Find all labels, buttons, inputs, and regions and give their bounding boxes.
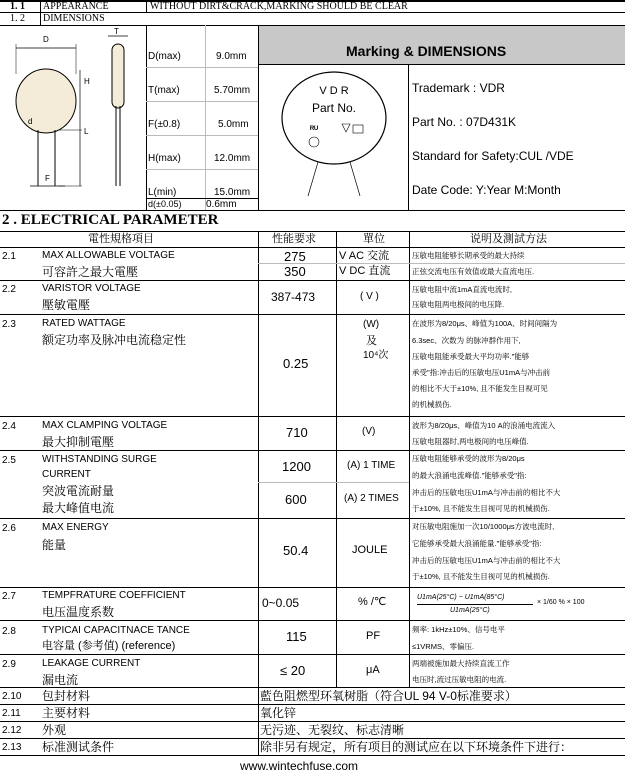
- param-name-en: MAX CLAMPING VOLTAGE: [42, 420, 168, 431]
- ul-mark-icon: ᴿᵁ: [310, 124, 319, 134]
- disc-text-2: Part No.: [311, 101, 357, 115]
- param-desc: 6.3sec、次数为 的脉冲群作用下,: [412, 336, 521, 345]
- param-value: 50.4: [283, 543, 309, 558]
- divider: [0, 654, 625, 655]
- website-link[interactable]: www.wintechfuse.com: [240, 759, 359, 773]
- dim-label-d: D: [43, 35, 49, 44]
- divider: [0, 210, 625, 211]
- dim-label-l: L: [84, 127, 89, 136]
- row-label: APPEARANCE: [43, 1, 109, 12]
- param-desc: 的相比不大于±10%, 且不能发生目视可见: [412, 384, 548, 393]
- param-name-en: VARISTOR VOLTAGE: [42, 283, 141, 294]
- footer-value: 藍色阻燃型环氧树脂（符合UL 94 V-0标准要求）: [260, 689, 517, 703]
- dim-value: 0.6mm: [206, 199, 237, 210]
- param-desc: 的最大浪涌电流峰值."能够承受"指:: [412, 471, 527, 480]
- section-title: 2 . ELECTRICAL PARAMETER: [2, 212, 219, 228]
- dim-value: 5.70mm: [214, 85, 251, 96]
- footer-num: 2.13: [2, 742, 22, 753]
- param-desc: 频率: 1kHz±10%、信号电平: [412, 625, 505, 634]
- param-desc: 波形为8/20μs、峰值为10 A的浪涌电流流入: [412, 421, 556, 430]
- param-desc: 压敏电阻能承受最大平均功率."能够: [412, 352, 530, 361]
- param-name-en: CURRENT: [42, 469, 91, 480]
- param-unit: ( V ): [360, 291, 379, 302]
- param-name-cn: 最大抑制電壓: [42, 435, 115, 449]
- footer-num: 2.11: [2, 708, 21, 719]
- divider: [0, 587, 625, 588]
- param-num: 2.8: [2, 626, 16, 637]
- param-value: 275: [284, 249, 306, 264]
- row-label: DIMENSIONS: [43, 13, 105, 24]
- footer-value: 氧化锌: [260, 706, 297, 720]
- param-unit: V AC 交流: [339, 250, 390, 262]
- param-name-en: TYPICAI CAPACITNACE TANCE: [42, 625, 190, 636]
- divider: [146, 0, 147, 13]
- divider: [146, 25, 147, 210]
- param-unit: JOULE: [352, 544, 388, 556]
- param-desc: 冲击后的压敏电压U1mA与冲击前的相比不大: [412, 556, 561, 565]
- formula-denominator: U1mA(25°C): [450, 607, 490, 614]
- param-desc: 于±10%, 且不能发生目视可见的机械损伤.: [412, 504, 550, 513]
- param-name-cn: 漏电流: [42, 673, 79, 687]
- footer-num: 2.10: [2, 691, 22, 702]
- divider: [146, 67, 258, 68]
- formula-numerator: U1mA(25°C) − U1mA(85°C): [417, 594, 505, 601]
- param-value: 0.25: [283, 356, 309, 371]
- param-name-en: LEAKAGE CURRENT: [42, 658, 141, 669]
- divider: [336, 231, 337, 687]
- param-value: 1200: [282, 459, 311, 474]
- dim-label: L(min): [148, 187, 177, 198]
- param-unit: (A) 2 TIMES: [344, 493, 399, 504]
- param-desc: 对压敏电阻施加一次10/1000μs方波电流时,: [412, 522, 555, 531]
- footer-name: 包封材料: [42, 689, 91, 703]
- divider: [0, 738, 625, 739]
- param-num: 2.5: [2, 455, 16, 466]
- footer-name: 主要材料: [42, 706, 91, 720]
- divider: [0, 280, 625, 281]
- varistor-marking-illustration: [260, 66, 406, 206]
- param-name-cn: 最大峰值电流: [42, 501, 115, 515]
- param-unit: (W): [363, 319, 380, 330]
- param-num: 2.7: [2, 591, 16, 602]
- dim-label-lead-d: d: [28, 117, 33, 126]
- col-header: 说明及測試方法: [470, 233, 547, 245]
- col-header: 電性規格項目: [88, 233, 154, 245]
- param-unit: 及: [366, 335, 377, 347]
- param-desc: 于±10%, 且不能发生目视可见的机械损伤.: [412, 572, 550, 581]
- param-num: 2.1: [2, 251, 16, 262]
- param-num: 2.9: [2, 659, 16, 670]
- divider: [0, 687, 625, 688]
- footer-value: 除非另有规定，所有项目的测试应在以下环境条件下进行：: [260, 740, 573, 754]
- row-num: 1. 1: [10, 1, 25, 12]
- param-name-en: MAX ALLOWABLE VOLTAGE: [42, 250, 175, 261]
- param-name-cn: 能量: [42, 538, 67, 552]
- divider: [0, 755, 625, 756]
- divider: [0, 518, 625, 519]
- param-name-en: MAX ENERGY: [42, 522, 109, 533]
- param-name-cn: 电容量 (参考值) (reference): [42, 640, 176, 652]
- param-unit: % /℃: [358, 596, 387, 608]
- dim-value: 5.0mm: [218, 119, 249, 130]
- param-desc: ≤1VRMS、零偏压.: [412, 642, 475, 651]
- param-value: 600: [285, 492, 307, 507]
- divider: [408, 64, 409, 210]
- formula-tail: × 1/60 % × 100: [537, 599, 585, 606]
- param-unit: PF: [366, 630, 381, 642]
- divider: [0, 247, 625, 248]
- param-name-cn: 突波電流耐量: [42, 484, 115, 498]
- param-unit: V DC 直流: [339, 265, 391, 277]
- dim-label-f: F: [45, 174, 50, 183]
- divider: [40, 0, 41, 25]
- param-desc: 压敏电阻能够长期承受的最大持续: [412, 251, 525, 260]
- col-header: 性能要求: [272, 233, 316, 245]
- param-value: 115: [286, 629, 307, 644]
- dim-label-h: H: [84, 77, 90, 86]
- param-desc: 承受"指:冲击后的压敏电压U1mA与冲击前: [412, 368, 551, 377]
- param-desc: 冲击后的压敏电压U1mA与冲击前的相比不大: [412, 488, 561, 497]
- dim-label-t: T: [114, 27, 119, 36]
- param-name-cn: 壓敏電壓: [42, 298, 91, 312]
- param-desc: 正弦交流电压有效值或最大直流电压.: [412, 267, 535, 276]
- param-name-en: WITHSTANDING SURGE: [42, 454, 157, 465]
- param-desc: 它能够承受最大浪涌能量."能够承受"指:: [412, 539, 542, 548]
- varistor-dimension-drawing: [0, 26, 146, 211]
- param-name-cn: 可容許之最大電壓: [42, 265, 139, 279]
- divider: [146, 169, 258, 170]
- param-unit: (V): [362, 426, 376, 437]
- param-desc: 电压时,流过压敏电阻的电流.: [412, 675, 507, 684]
- dim-label: F(±0.8): [148, 119, 181, 130]
- divider: [409, 231, 410, 687]
- divider: [146, 101, 258, 102]
- param-unit: (A) 1 TIME: [347, 460, 396, 471]
- dim-value: 9.0mm: [216, 51, 247, 62]
- param-value: 387-473: [271, 290, 316, 304]
- dim-value: 12.0mm: [214, 153, 251, 164]
- param-desc: 压敏电阻两电极间的电压降.: [412, 300, 505, 309]
- dim-label: H(max): [148, 153, 181, 164]
- marking-line: Part No. : 07D431K: [412, 115, 517, 129]
- marking-title: Marking & DIMENSIONS: [346, 43, 507, 59]
- divider: [417, 604, 533, 605]
- param-num: 2.3: [2, 319, 16, 330]
- divider: [0, 231, 625, 232]
- param-unit: μA: [366, 664, 380, 676]
- dim-value: 15.0mm: [214, 187, 251, 198]
- param-desc: 的机械损伤.: [412, 400, 452, 409]
- param-num: 2.6: [2, 523, 16, 534]
- divider: [0, 721, 625, 722]
- param-desc: 压敏电阻器时,两电极间的电压峰值.: [412, 437, 529, 446]
- footer-name: 外观: [42, 723, 67, 737]
- param-unit: 10⁴次: [363, 350, 389, 361]
- footer-value: 无污迹、无裂纹、标志清晰: [260, 723, 405, 737]
- marking-line: Date Code: Y:Year M:Month: [412, 183, 561, 197]
- divider: [0, 704, 625, 705]
- param-num: 2.4: [2, 421, 16, 432]
- param-name-cn: 额定功率及脉冲电流稳定性: [42, 333, 187, 347]
- disc-text-1: V D R: [319, 85, 349, 97]
- param-desc: 两端被施加最大持续直流工作: [412, 659, 510, 668]
- param-value: 710: [286, 425, 308, 440]
- param-desc: 在波形为8/20μs、峰值为100A、时间间隔为: [412, 319, 558, 328]
- marking-line: Standard for Safety:CUL /VDE: [412, 149, 574, 163]
- dim-label: D(max): [148, 51, 181, 62]
- param-num: 2.2: [2, 284, 16, 295]
- divider: [146, 135, 258, 136]
- param-name-en: RATED WATTAGE: [42, 318, 126, 329]
- param-desc: 压敏电阻能够承受的波形为8/20μs: [412, 454, 525, 463]
- param-value: 350: [284, 264, 306, 279]
- divider: [258, 231, 259, 687]
- dim-label: T(max): [148, 85, 180, 96]
- divider: [0, 314, 625, 315]
- param-name-en: TEMPFRATURE COEFFICIENT: [42, 590, 186, 601]
- divider: [258, 64, 625, 65]
- divider: [0, 416, 625, 417]
- divider: [258, 482, 409, 483]
- param-desc: 压敏电阻中流1mA直流电流时,: [412, 285, 513, 294]
- footer-num: 2.12: [2, 725, 22, 736]
- row-desc: WITHOUT DIRT&CRACK,MARKING SHOULD BE CLEAR: [150, 1, 408, 12]
- row-num: 1. 2: [10, 13, 25, 24]
- param-value: ≤ 20: [280, 663, 306, 678]
- param-name-cn: 电压温度系数: [42, 605, 115, 619]
- divider: [0, 620, 625, 621]
- col-header: 單位: [363, 233, 385, 245]
- dim-label: d(±0.05): [148, 199, 182, 209]
- divider: [258, 263, 625, 264]
- divider: [205, 25, 206, 210]
- divider: [0, 450, 625, 451]
- marking-line: Trademark : VDR: [412, 81, 505, 95]
- footer-name: 标准测试条件: [42, 740, 115, 754]
- param-value: 0~0.05: [262, 596, 300, 610]
